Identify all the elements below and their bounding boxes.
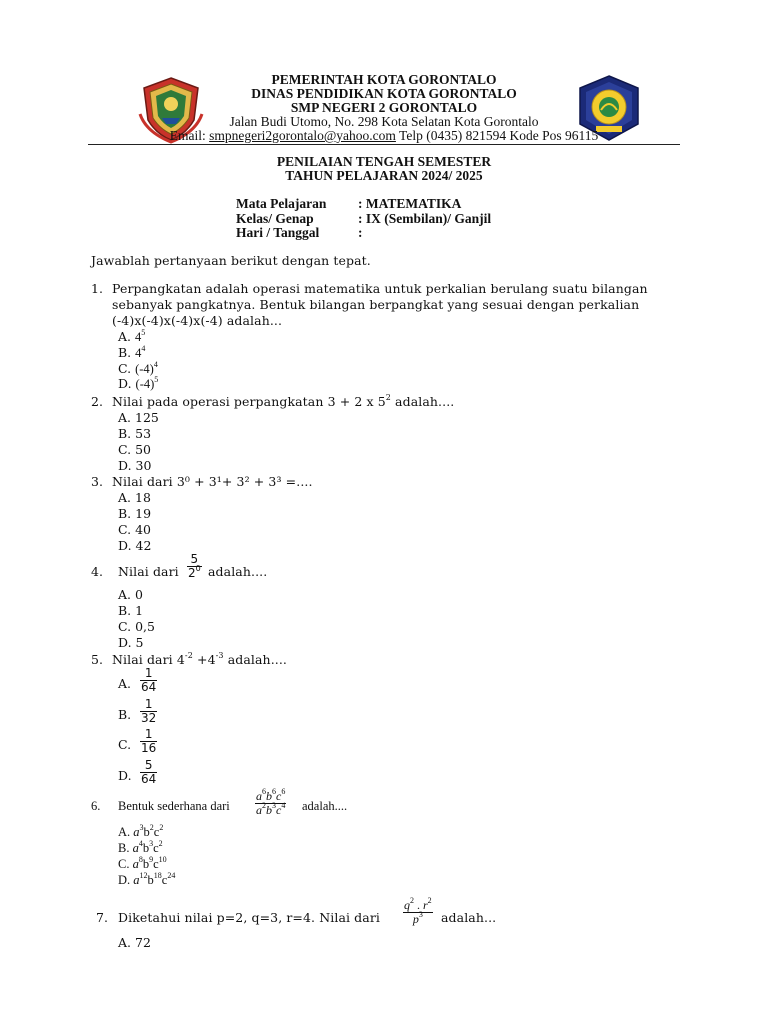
q5-option-c-label[interactable]: C.: [118, 737, 132, 752]
q5-option-a-label[interactable]: A.: [118, 676, 132, 691]
q1-option-c[interactable]: C. $(-4)^4$: [118, 359, 158, 376]
q5-number: 5.: [91, 652, 104, 667]
exam-title: PENILAIAN TENGAH SEMESTER: [276, 154, 492, 169]
q3-text: Nilai dari 3⁰ + 3¹+ 3² + 3³ =....: [112, 474, 313, 489]
q2-number: 2.: [91, 394, 104, 409]
q3-number: 3.: [91, 474, 104, 489]
class-value: : IX (Sembilan)/ Ganjil: [358, 211, 492, 226]
q7-number: 7.: [96, 910, 109, 925]
q1-text-line1: Perpangkatan adalah operasi matematika untuk perkalian berulang suatu bilangan: [112, 281, 648, 296]
q1-text-line2: sebanyak pangkatnya. Bentuk bilangan berpangkat yang sesuai dengan perkalian: [112, 297, 640, 312]
q1-option-a[interactable]: A. $4^5$: [118, 327, 146, 344]
school-name: SMP NEGERI 2 GORONTALO: [290, 100, 478, 115]
instruction: Jawablah pertanyaan berikut dengan tepat.: [91, 253, 371, 268]
q6-option-a[interactable]: A. $a^3b^2c^2$: [118, 822, 164, 839]
q3-option-a[interactable]: A. 18: [118, 490, 151, 505]
header-divider: [88, 144, 680, 145]
q4-fraction: $\frac{5}{2^0}$: [188, 552, 201, 580]
q6-option-b[interactable]: B. $a^4b^3c^2$: [118, 838, 163, 855]
email-link[interactable]: smpnegeri2gorontalo@yahoo.com: [209, 128, 396, 143]
day-value: :: [358, 225, 363, 240]
q4-option-b[interactable]: B. 1: [118, 603, 144, 618]
q4-option-a[interactable]: A. 0: [118, 587, 143, 602]
q2-option-c[interactable]: C. 50: [118, 442, 151, 457]
q7-post: adalah...: [441, 910, 497, 925]
q7-option-a[interactable]: A. 72: [118, 935, 151, 950]
q1-option-b[interactable]: B. $4^4$: [118, 343, 146, 360]
day-label: Hari / Tanggal: [236, 225, 320, 240]
govt-name: PEMERINTAH KOTA GORONTALO: [271, 72, 497, 87]
class-label: Kelas/ Genap: [236, 211, 314, 226]
q4-option-c[interactable]: C. 0,5: [118, 619, 155, 634]
q1-text-line3: (-4)x(-4)x(-4)x(-4) adalah...: [112, 313, 283, 328]
contact-line: [0, 128, 768, 144]
q6-option-c[interactable]: C. $a^8b^9c^{10}$: [118, 854, 167, 871]
q4-number: 4.: [91, 564, 104, 579]
q2-option-b[interactable]: B. 53: [118, 426, 152, 441]
phone-info: Telp (0435) 821594 Kode Pos 96115: [395, 128, 599, 143]
q1-option-d[interactable]: D. $(-4)^5$: [118, 374, 159, 391]
q1-number: 1.: [91, 281, 104, 296]
q4-post: adalah....: [208, 564, 268, 579]
school-address: Jalan Budi Utomo, No. 298 Kota Selatan Kota Gorontalo: [229, 114, 539, 129]
email-label: Email:: [169, 128, 210, 143]
q6-number: 6.: [91, 799, 101, 813]
q5-option-d-fraction[interactable]: $\frac{5}{64}$: [141, 758, 157, 786]
q3-option-c[interactable]: C. 40: [118, 522, 151, 537]
q4-option-d[interactable]: D. 5: [118, 635, 144, 650]
q5-option-b-label[interactable]: B.: [118, 707, 132, 722]
q3-option-b[interactable]: B. 19: [118, 506, 152, 521]
department-name: DINAS PENDIDIKAN KOTA GORONTALO: [251, 86, 517, 101]
q2-option-a[interactable]: A. 125: [118, 410, 159, 425]
q7-fraction: $\frac{q^2 . r^2}{p^3}$: [404, 896, 432, 926]
q5-text: Nilai dari $4^{-2} +4^{-3}$ adalah....: [112, 650, 287, 667]
q5-option-c-fraction[interactable]: $\frac{1}{16}$: [141, 727, 157, 755]
q5-option-d-label[interactable]: D.: [118, 768, 132, 783]
subject-value: : MATEMATIKA: [358, 196, 462, 211]
q3-option-d[interactable]: D. 42: [118, 538, 152, 553]
q6-option-d[interactable]: D. $a^{12}b^{18}c^{24}$: [118, 870, 176, 887]
q5-option-a-fraction[interactable]: $\frac{1}{64}$: [141, 666, 157, 694]
q6-fraction: $\frac{a^6b^6c^6}{a^2b^3c^4}$: [256, 787, 286, 817]
q2-text: Nilai pada operasi perpangkatan 3 + 2 x $5^2$ adalah....: [112, 392, 455, 409]
q7-pre: Diketahui nilai p=2, q=3, r=4. Nilai dari: [118, 910, 380, 925]
q4-pre: Nilai dari: [118, 564, 179, 579]
q6-pre: Bentuk sederhana dari: [118, 799, 230, 813]
q5-option-b-fraction[interactable]: $\frac{1}{32}$: [141, 697, 157, 725]
exam-year: TAHUN PELAJARAN 2024/ 2025: [285, 168, 483, 183]
subject-label: Mata Pelajaran: [236, 196, 327, 211]
q2-option-d[interactable]: D. 30: [118, 458, 152, 473]
q6-post: adalah....: [302, 799, 348, 813]
